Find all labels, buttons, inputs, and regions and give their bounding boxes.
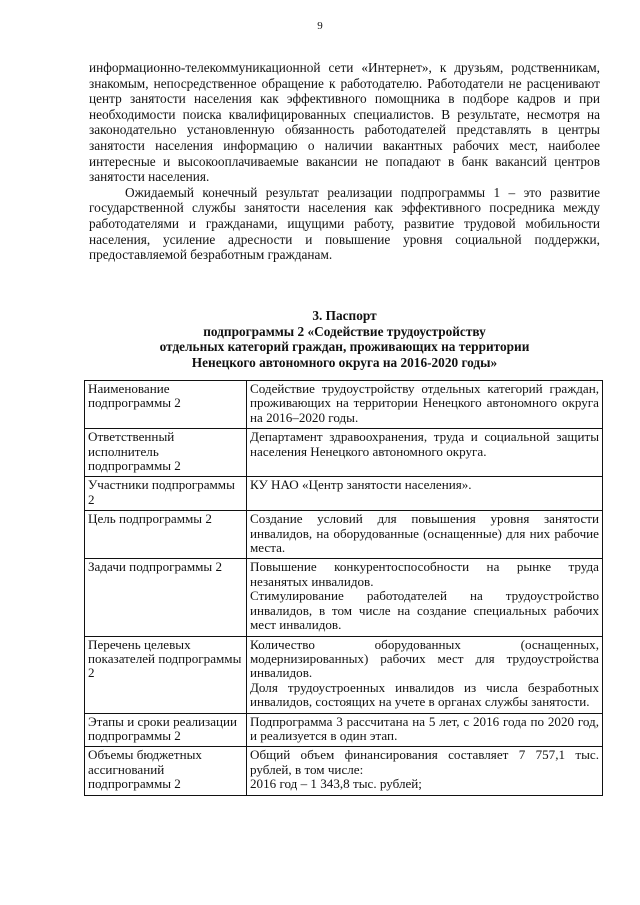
paragraph: Ожидаемый конечный результат реализации подпрограммы 1 – это развитие государственной службы занятости населения как эффективного посредника между работодателями и гражданами, ищущими работу, развитие трудовой мобильности населения, усиление адресности и повышение уровня социальной поддержки, предоставляемой безработным гражданам. bbox=[89, 184, 600, 263]
body-text bbox=[89, 60, 600, 263]
page-number: 9 bbox=[317, 20, 323, 32]
row-label: Участники подпрограммы 2 bbox=[85, 477, 247, 511]
table-row bbox=[85, 429, 603, 477]
row-label: Перечень целевых показателей подпрограммы 2 bbox=[85, 636, 247, 713]
heading-line: Ненецкого автономного округа на 2016-2020 годы» bbox=[191, 354, 498, 370]
table-row bbox=[85, 511, 603, 559]
table-row bbox=[85, 747, 603, 795]
paragraph: информационно-телекоммуникационной сети «Интернет», к друзьям, родственникам, знакомым, непосредственное обращение к работодателю. Работодатели не расценивают центр занятости населения как эффективного помощника в подборе кадров и при необходимости поиска квалифицированных специалистов. В результате, несмотря на законодательно установленную обязанность работодателей представлять в центры занятости населения информацию о наличии вакантных рабочих мест, наиболее интересные и высокооплачиваемые вакансии не попадают в банк вакансий центров занятости населения. bbox=[89, 60, 600, 185]
value-paragraph: Содействие трудоустройству отдельных категорий граждан, проживающих на территории Ненецкого автономного округа на 2016–2020 годы. bbox=[250, 381, 599, 425]
passport-table bbox=[84, 380, 603, 796]
table-row bbox=[85, 713, 603, 747]
row-value bbox=[247, 713, 603, 747]
section-heading bbox=[89, 308, 600, 370]
row-value bbox=[247, 381, 603, 429]
passport-table-body bbox=[85, 381, 603, 796]
row-value bbox=[247, 429, 603, 477]
row-value bbox=[247, 747, 603, 795]
value-paragraph: Департамент здравоохранения, труда и социальной защиты населения Ненецкого автономного округа. bbox=[250, 429, 599, 459]
heading-line: подпрограммы 2 «Содействие трудоустройству bbox=[203, 323, 486, 339]
value-paragraph: 2016 год – 1 343,8 тыс. рублей; bbox=[250, 776, 422, 792]
row-label: Объемы бюджетных ассигнований подпрограммы 2 bbox=[85, 747, 247, 795]
value-paragraph: Повышение конкурентоспособности на рынке труда незанятых инвалидов. bbox=[250, 559, 599, 589]
row-label: Задачи подпрограммы 2 bbox=[85, 559, 247, 636]
table-row bbox=[85, 381, 603, 429]
value-paragraph: Общий объем финансирования составляет 7 757,1 тыс. рублей, в том числе: bbox=[250, 747, 599, 777]
value-paragraph: КУ НАО «Центр занятости населения». bbox=[250, 477, 472, 493]
value-paragraph: Создание условий для повышения уровня занятости инвалидов, на оборудованные (оснащенные) для них рабочие места. bbox=[250, 511, 599, 556]
row-value bbox=[247, 559, 603, 636]
row-label: Ответственный исполнитель подпрограммы 2 bbox=[85, 429, 247, 477]
value-paragraph: Подпрограмма 3 рассчитана на 5 лет, с 2016 года по 2020 год, и реализуется в один этап. bbox=[250, 713, 599, 743]
row-value bbox=[247, 477, 603, 511]
value-paragraph: Доля трудоустроенных инвалидов из числа безработных инвалидов, состоящих на учете в органах службы занятости. bbox=[250, 679, 599, 710]
row-label: Этапы и сроки реализации подпрограммы 2 bbox=[85, 713, 247, 747]
row-label: Наименование подпрограммы 2 bbox=[85, 381, 247, 429]
row-label: Цель подпрограммы 2 bbox=[85, 511, 247, 559]
heading-line: отдельных категорий граждан, проживающих на территории bbox=[159, 339, 530, 355]
table-row bbox=[85, 636, 603, 713]
row-value bbox=[247, 636, 603, 713]
row-value bbox=[247, 511, 603, 559]
table-row bbox=[85, 559, 603, 636]
heading-line: 3. Паспорт bbox=[312, 308, 377, 323]
value-paragraph: Количество оборудованных (оснащенных, модернизированных) рабочих мест для трудоустройства инвалидов. bbox=[250, 636, 599, 681]
table-row bbox=[85, 477, 603, 511]
value-paragraph: Стимулирование работодателей на трудоустройство инвалидов, в том числе на создание специальных рабочих мест инвалидов. bbox=[250, 588, 599, 633]
